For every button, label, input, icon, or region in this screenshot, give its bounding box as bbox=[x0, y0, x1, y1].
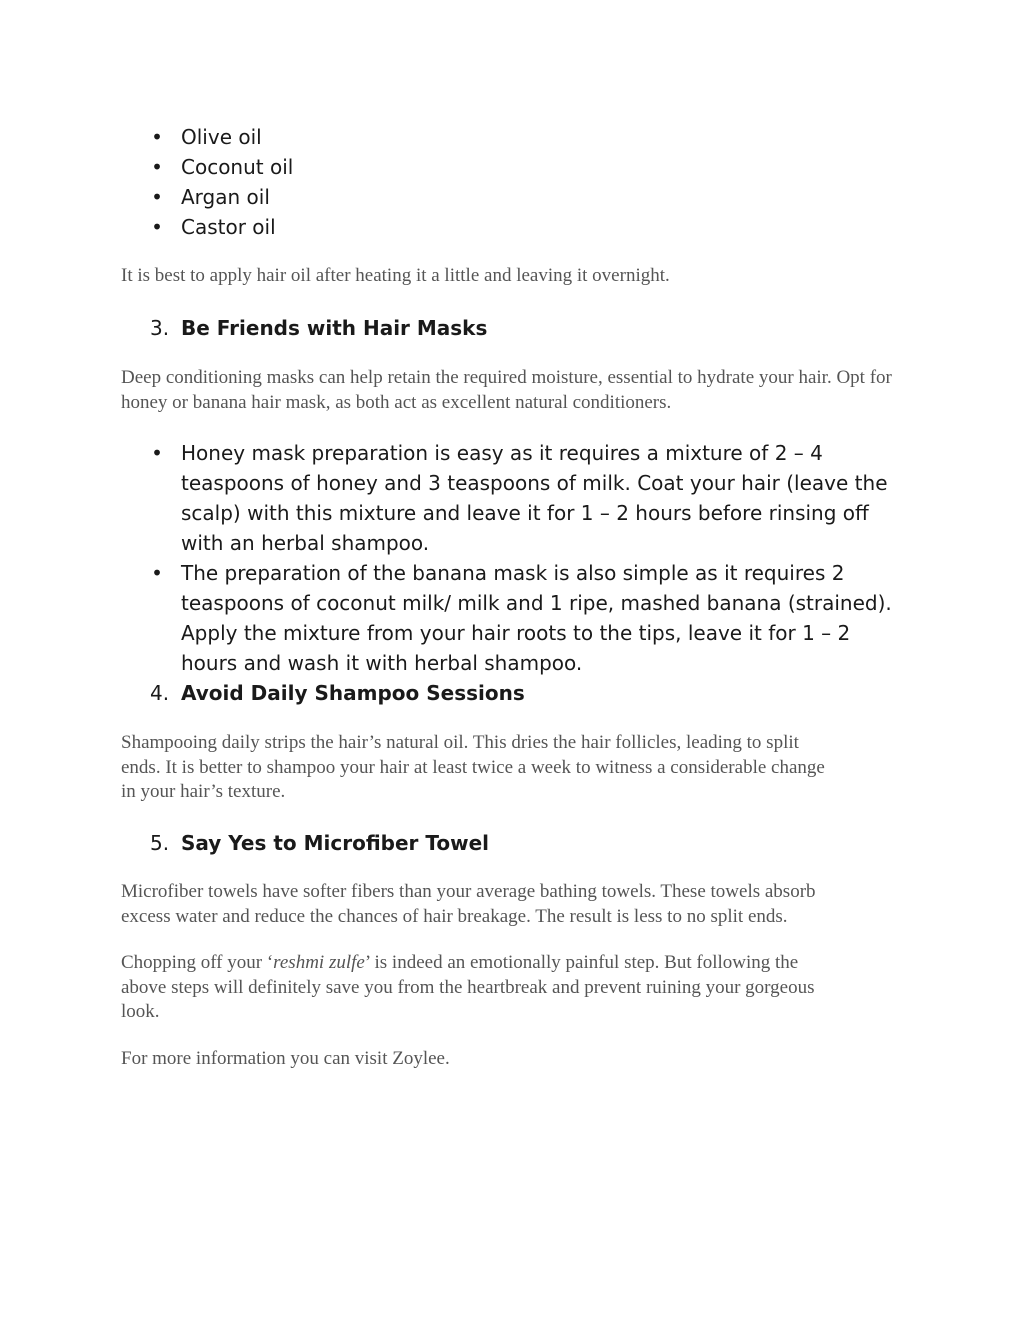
list-item-text bbox=[181, 558, 901, 678]
text-line: ends. It is better to shampoo your hair at least twice a week to witness a considerable change bbox=[121, 756, 825, 778]
closing-text-end: ’ is indeed an emotionally painful step. But following the bbox=[364, 952, 799, 973]
closing-paragraph bbox=[121, 951, 901, 1025]
section-title: Be Friends with Hair Masks bbox=[181, 316, 488, 340]
list-item-label: Coconut oil bbox=[181, 155, 294, 179]
text-line: teaspoons of coconut milk/ milk and 1 ripe, mashed banana (strained). bbox=[181, 591, 892, 615]
section-title: Say Yes to Microfiber Towel bbox=[181, 831, 489, 855]
text-line: teaspoons of honey and 3 teaspoons of milk. Coat your hair (leave the bbox=[181, 471, 888, 495]
section-5-paragraph bbox=[121, 880, 901, 929]
section-4-paragraph bbox=[121, 731, 901, 805]
list-item-text bbox=[181, 438, 901, 558]
text-line: Microfiber towels have softer fibers than your average bathing towels. These towels absorb bbox=[121, 881, 816, 902]
section-number: 4. bbox=[150, 681, 170, 705]
text-line: above steps will definitely save you from the heartbreak and prevent ruining your gorgeous bbox=[121, 976, 815, 998]
bullet-icon: • bbox=[151, 125, 163, 149]
text-line: hours and wash it with herbal shampoo. bbox=[181, 651, 583, 675]
text-line: Shampooing daily strips the hair’s natural oil. This dries the hair follicles, leading to split bbox=[121, 732, 799, 753]
bullet-icon: • bbox=[151, 441, 163, 465]
list-item-label: Olive oil bbox=[181, 125, 262, 149]
list-item-label: Argan oil bbox=[181, 185, 270, 209]
text-line: scalp) with this mixture and leave it for 1 – 2 hours before rinsing off bbox=[181, 501, 869, 525]
text-line: Apply the mixture from your hair roots to the tips, leave it for 1 – 2 bbox=[181, 621, 851, 645]
section-number: 5. bbox=[150, 831, 170, 855]
footer-note: For more information you can visit Zoylee. bbox=[121, 1048, 450, 1069]
bullet-icon: • bbox=[151, 215, 163, 239]
text-line: excess water and reduce the chances of hair breakage. The result is less to no split ends. bbox=[121, 905, 788, 927]
section-title: Avoid Daily Shampoo Sessions bbox=[181, 681, 525, 705]
section-number: 3. bbox=[150, 316, 170, 340]
section-3-paragraph: Deep conditioning masks can help retain the required moisture, essential to hydrate your hair. Opt for honey or banana hair mask, as both act as excellent natural conditioners. bbox=[121, 367, 892, 413]
text-line: Honey mask preparation is easy as it requires a mixture of 2 – 4 bbox=[181, 441, 823, 465]
bullet-icon: • bbox=[151, 185, 163, 209]
list-item-label: Castor oil bbox=[181, 215, 276, 239]
bullet-icon: • bbox=[151, 155, 163, 179]
oil-note-paragraph: It is best to apply hair oil after heating it a little and leaving it overnight. bbox=[121, 265, 670, 286]
text-line: in your hair’s texture. bbox=[121, 781, 286, 802]
text-line: look. bbox=[121, 1001, 160, 1022]
text-line: with an herbal shampoo. bbox=[181, 531, 430, 555]
closing-italic-phrase: reshmi zulfe bbox=[273, 952, 365, 973]
text-line bbox=[121, 951, 901, 976]
text-line: The preparation of the banana mask is also simple as it requires 2 bbox=[181, 561, 845, 585]
closing-text-start: Chopping off your ‘ bbox=[121, 952, 274, 973]
bullet-icon: • bbox=[151, 561, 163, 585]
